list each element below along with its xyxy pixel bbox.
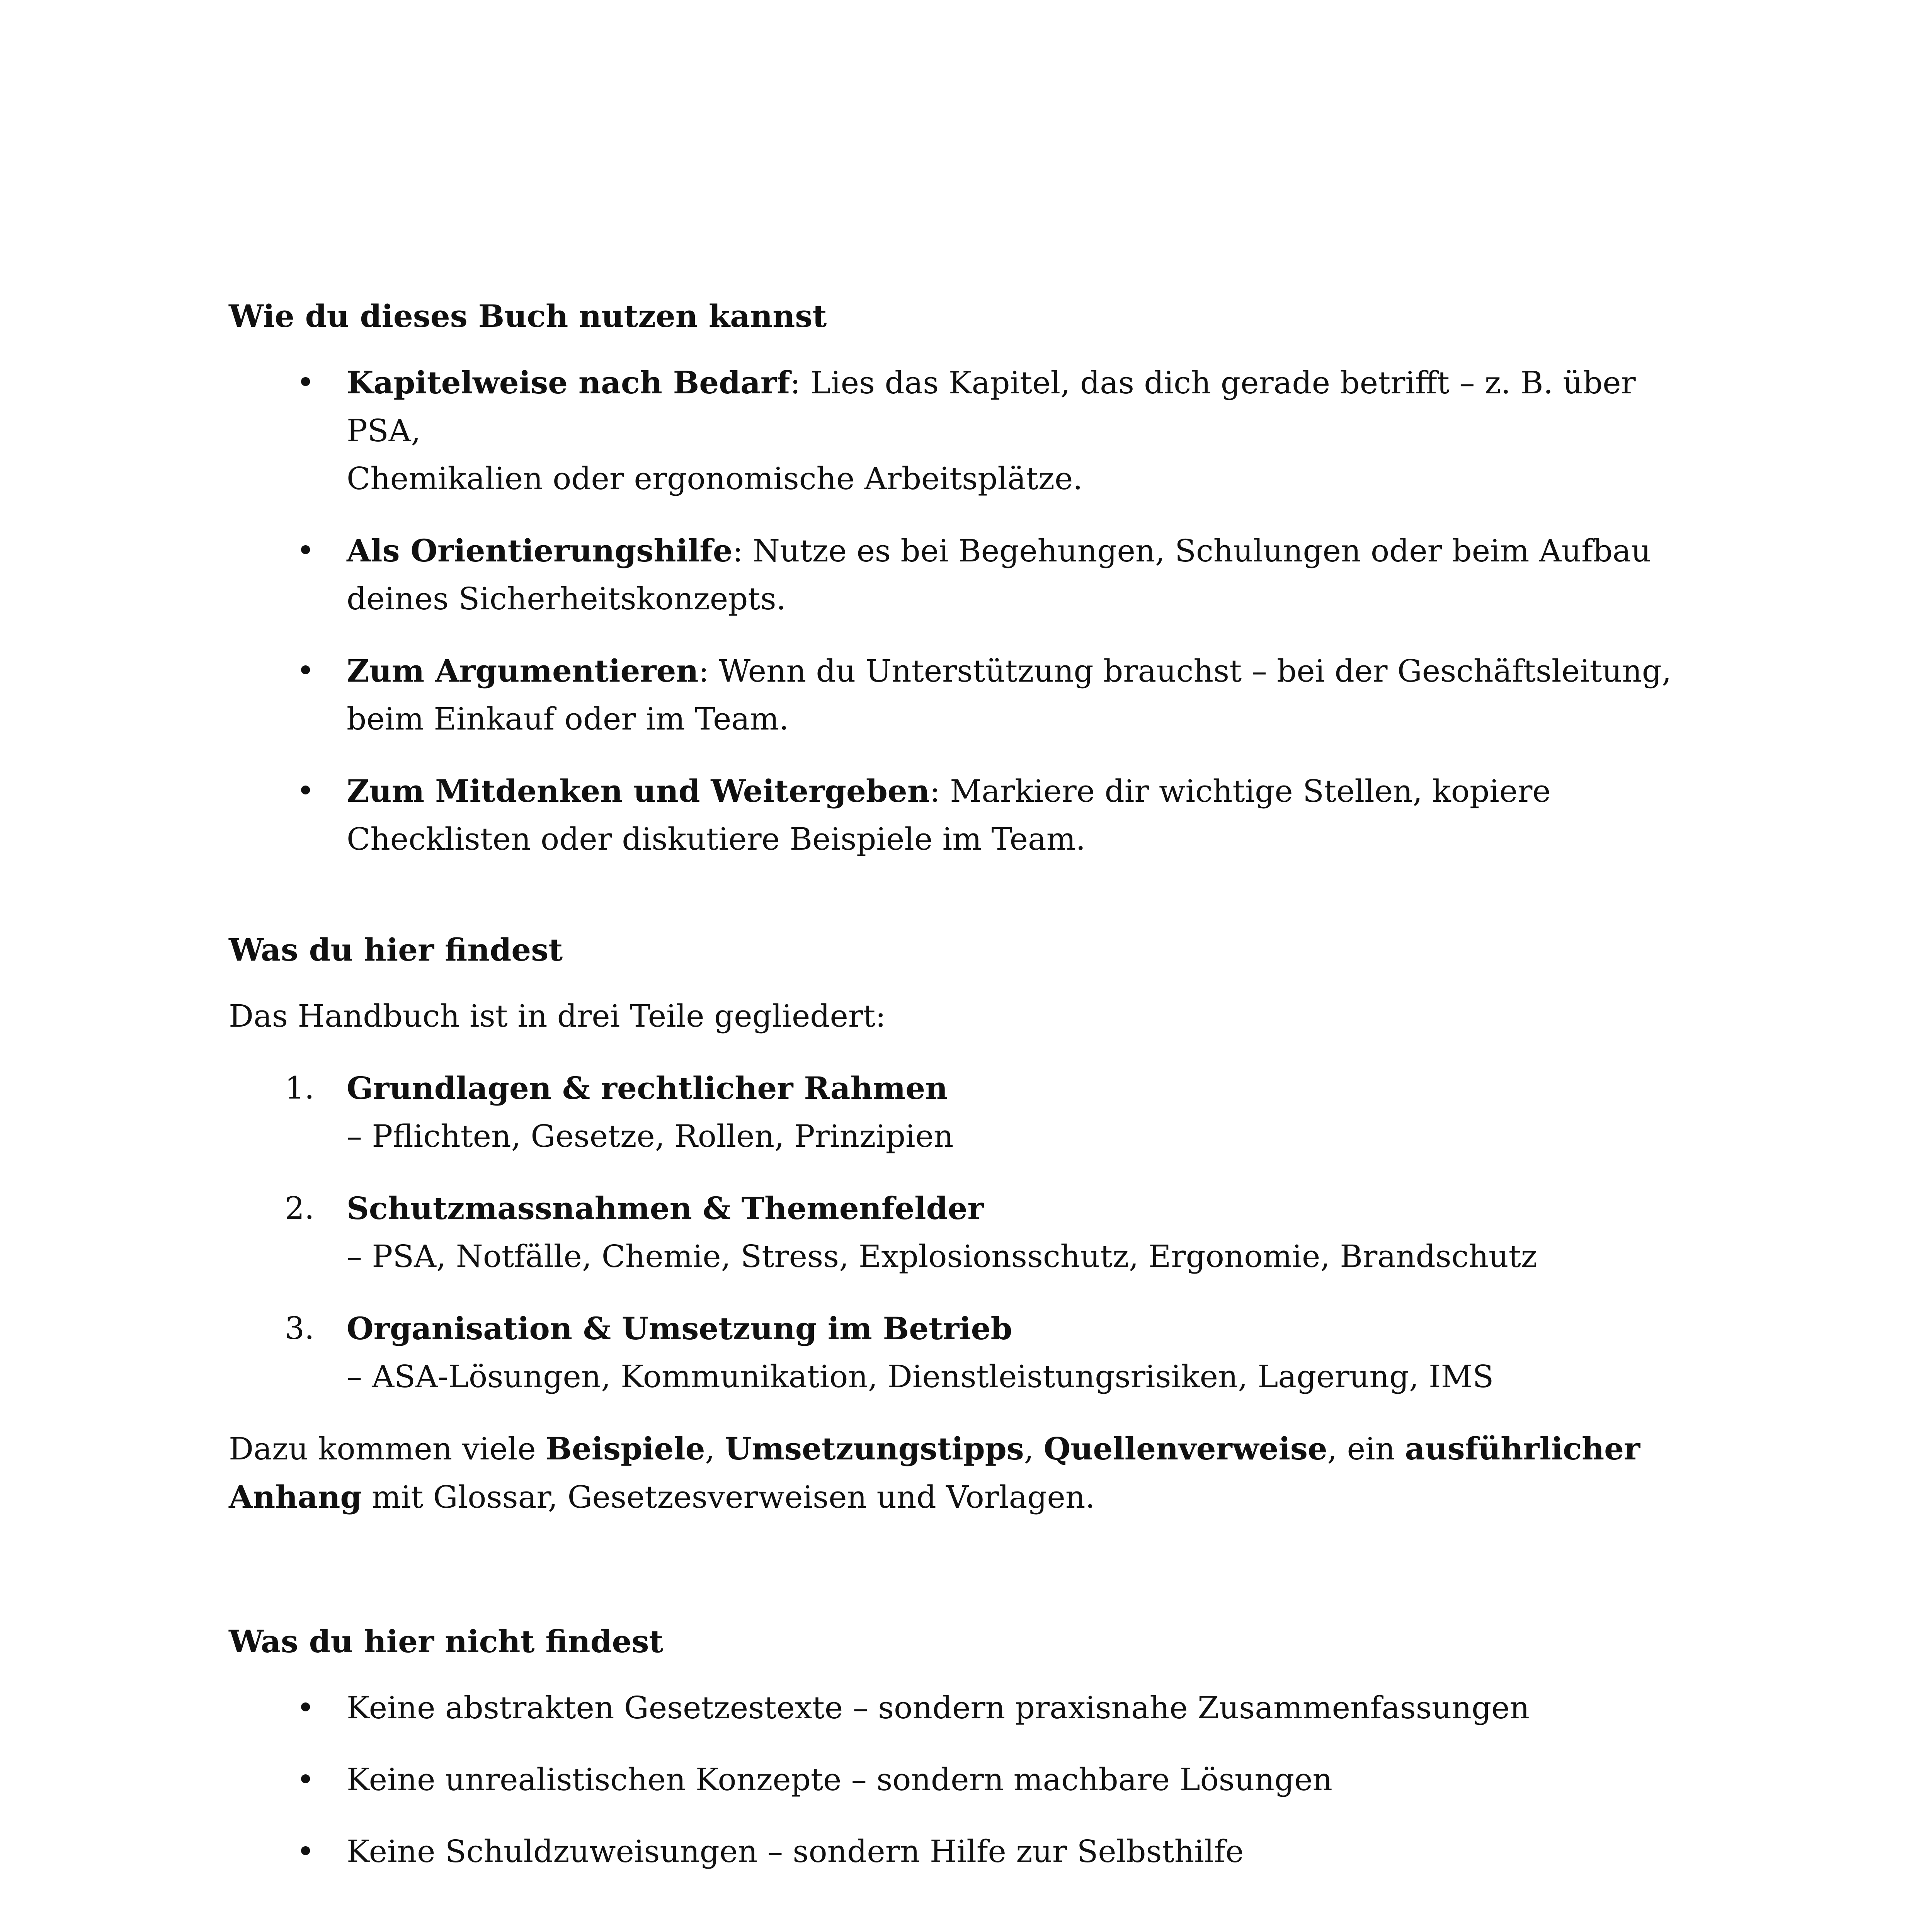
list-item xyxy=(229,1064,1697,1160)
bullet-icon: • xyxy=(296,1762,315,1798)
item-subtitle: – PSA, Notfälle, Chemie, Stress, Explosionsschutz, Ergonomie, Brandschutz xyxy=(347,1238,1537,1274)
list-item xyxy=(229,1684,1697,1732)
bullet-icon: • xyxy=(296,364,315,400)
not-included-list xyxy=(229,1684,1697,1876)
usage-list xyxy=(229,359,1697,863)
extra-paragraph xyxy=(229,1425,1697,1521)
item-bold: Zum Mitdenken und Weitergeben xyxy=(347,773,930,809)
bullet-icon: • xyxy=(296,1833,315,1869)
list-item xyxy=(229,1184,1697,1281)
item-title: Schutzmassnahmen & Themenfelder xyxy=(347,1190,984,1226)
list-item xyxy=(229,1304,1697,1401)
list-item xyxy=(229,1828,1697,1876)
item-text: deines Sicherheitskonzepts. xyxy=(347,581,786,617)
text-run: , ein xyxy=(1327,1431,1405,1467)
list-item xyxy=(229,767,1697,863)
item-subtitle: – Pflichten, Gesetze, Rollen, Prinzipien xyxy=(347,1118,954,1154)
bullet-icon: • xyxy=(296,1690,315,1726)
item-text: Chemikalien oder ergonomische Arbeitsplätze. xyxy=(347,461,1083,497)
bold-run: ausführlicher xyxy=(1405,1430,1640,1467)
item-text: Keine Schuldzuweisungen – sondern Hilfe zur Selbsthilfe xyxy=(347,1833,1244,1869)
item-bold: Kapitelweise nach Bedarf xyxy=(347,364,790,401)
intro-text: Das Handbuch ist in drei Teile gegliedert: xyxy=(229,998,886,1034)
item-text: : Lies das Kapitel, das dich gerade betrifft – z. B. über PSA, xyxy=(347,365,1636,449)
item-bold: Zum Argumentieren xyxy=(347,653,699,689)
parts-list xyxy=(229,1064,1697,1401)
item-number: 2. xyxy=(285,1190,315,1226)
list-item xyxy=(229,527,1697,623)
bold-run: Anhang xyxy=(229,1479,362,1515)
item-text: : Wenn du Unterstützung brauchst – bei der Geschäftsleitung, xyxy=(698,653,1672,689)
item-text: Keine abstrakten Gesetzestexte – sondern praxisnahe Zusammenfassungen xyxy=(347,1690,1530,1726)
bold-run: Umsetzungstipps xyxy=(725,1430,1024,1467)
item-number: 3. xyxy=(285,1310,315,1346)
item-title: Grundlagen & rechtlicher Rahmen xyxy=(347,1070,948,1106)
section-not-included xyxy=(229,1623,1697,1876)
item-number: 1. xyxy=(285,1070,315,1106)
item-text: Checklisten oder diskutiere Beispiele im Team. xyxy=(347,821,1086,857)
section-usage xyxy=(229,298,1697,863)
item-subtitle: – ASA-Lösungen, Kommunikation, Dienstleistungsrisiken, Lagerung, IMS xyxy=(347,1359,1494,1395)
item-title: Organisation & Umsetzung im Betrieb xyxy=(347,1310,1012,1347)
item-text: Keine unrealistischen Konzepte – sondern machbare Lösungen xyxy=(347,1762,1332,1798)
bullet-icon: • xyxy=(296,653,315,689)
item-text: : Nutze es bei Begehungen, Schulungen oder beim Aufbau xyxy=(732,533,1651,569)
list-item xyxy=(229,1756,1697,1804)
bullet-icon: • xyxy=(296,532,315,568)
list-item xyxy=(229,647,1697,743)
text-run: , xyxy=(705,1431,725,1467)
item-text: : Markiere dir wichtige Stellen, kopiere xyxy=(929,773,1551,809)
list-item xyxy=(229,359,1697,503)
text-run: mit Glossar, Gesetzesverweisen und Vorlagen. xyxy=(362,1479,1095,1515)
bold-run: Quellenverweise xyxy=(1043,1430,1327,1467)
text-run: Dazu kommen viele xyxy=(229,1431,546,1467)
text-run: , xyxy=(1024,1431,1044,1467)
item-text: beim Einkauf oder im Team. xyxy=(347,701,789,737)
section-heading: Was du hier nicht findest xyxy=(229,1623,664,1660)
bullet-icon: • xyxy=(296,773,315,809)
section-heading: Was du hier findest xyxy=(229,932,563,968)
section-heading: Wie du dieses Buch nutzen kannst xyxy=(229,298,827,334)
bold-run: Beispiele xyxy=(546,1430,705,1467)
section-contents xyxy=(229,931,1697,1521)
item-bold: Als Orientierungshilfe xyxy=(347,532,733,569)
